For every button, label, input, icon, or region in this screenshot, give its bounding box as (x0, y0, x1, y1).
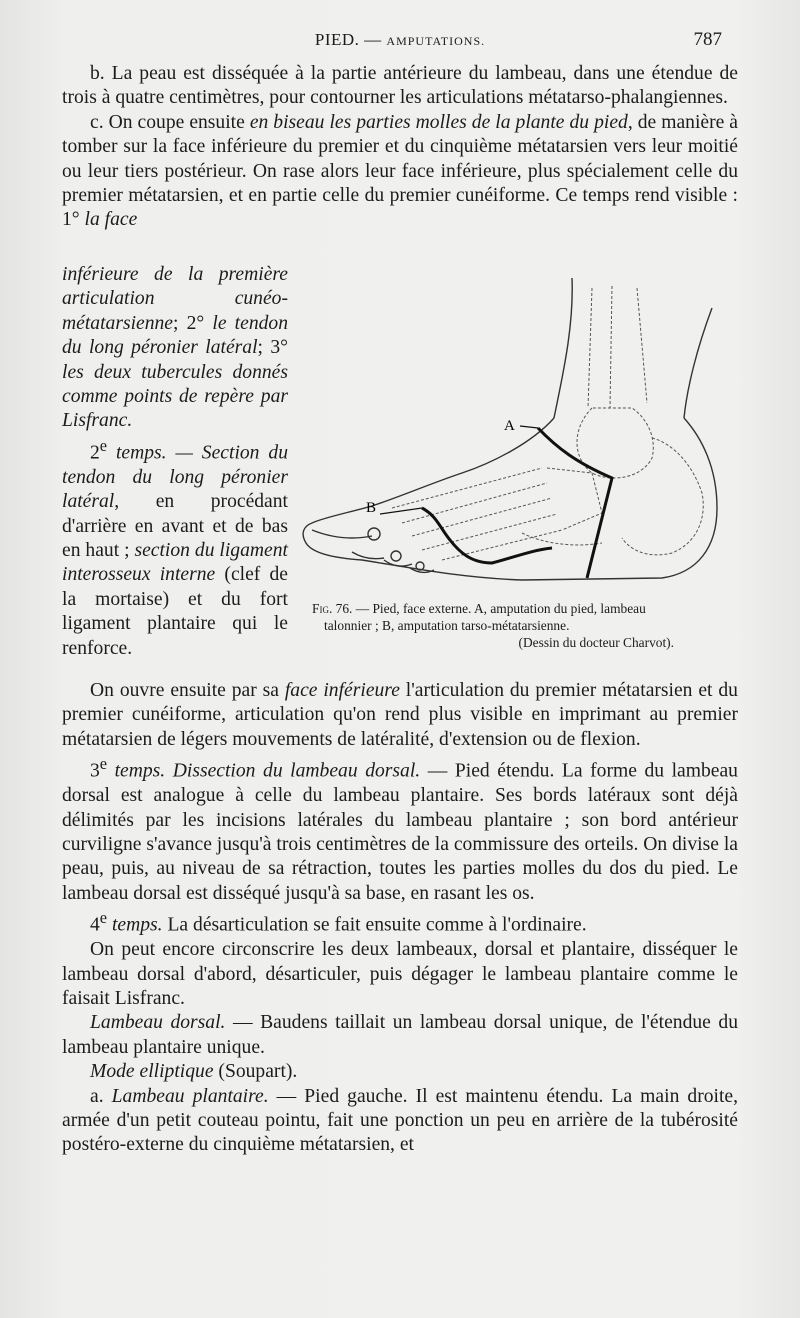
label-a: A (504, 418, 515, 434)
title-main: PIED. — (314, 30, 382, 49)
narrow-em-3: les deux tubercules donnés comme points de repère par Lisfranc. (62, 361, 288, 432)
b2-text: — Pied étendu. La forme du lambeau dorsal est analogue à celle du lambeau plantaire. Ses bords latéraux sont déjà délimités par les incisions latérales du lambeau plantaire ; son bord antérieur curviligne s'avance jusqu'à trois centimètres de la commissure des orteils. On divise la peau, puis, au niveau de sa rétraction, toutes les parties molles du dos du pied. Le lambeau dorsal est disséqué jusqu'à sa base, en rasant les os. (62, 760, 738, 904)
paragraph-c-rest: , de manière à tomber sur la face inférieure du premier et du cinquième métatarsien vers leur moitié ou leur tiers postérieur. On rase alors leur face inférieure, plus spécialement celle du premier métatarsien, et en partie celle du premier cunéiforme. Ce temps rend visible : 1° (62, 111, 739, 231)
bottom-paragraph-1 (62, 679, 738, 752)
narrow-text-1: ; 2° (173, 312, 213, 334)
running-title (60, 30, 740, 50)
b1-text-1: On ouvre ensuite par sa (90, 680, 285, 701)
b1-text-2: l'articulation du premier métatarsien et du premier cunéiforme, articulation qu'on rend plus visible en imprimant au premier métatarsien de légers mouvements de latéralité, d'extension ou de flexion. (62, 680, 738, 750)
caption-line-1 (300, 600, 730, 617)
narrow-text-3: , en procédant d'arrière en avant et de bas en haut ; (62, 491, 288, 561)
figure-caption (300, 600, 730, 651)
narrow-paragraph-1 (62, 263, 288, 434)
paragraph-c-text: c. On coupe ensuite (90, 111, 250, 133)
b3-text: La désarticulation se fait ensuite comme à l'ordinaire. (162, 914, 587, 936)
b3-sup: e (99, 908, 108, 928)
top-text-block (62, 62, 738, 233)
foot-illustration (292, 268, 742, 590)
paragraph-c-emphasis: en biseau les parties molles de la plante du pied (249, 111, 628, 133)
b1-em: face inférieure (284, 680, 400, 701)
page-number: 787 (693, 29, 722, 50)
bottom-paragraph-4: On peut encore circonscrire les deux lambeaux, dorsal et plantaire, disséquer le lambeau dorsal d'abord, désarticuler, puis dégager le lambeau plantaire comme le faisait Lisfranc. (62, 939, 738, 1009)
b2-sup: e (99, 754, 108, 774)
b6-em: Mode elliptique (90, 1061, 214, 1083)
b3-em: temps. (107, 914, 163, 936)
paragraph-b: b. La peau est disséquée à la partie antérieure du lambeau, dans une étendue de trois à quatre centimètres, pour contourner les articulations métatarso-phalangiennes. (62, 63, 738, 109)
b3-num: 4 (90, 914, 100, 936)
running-header (60, 30, 740, 54)
b5-em: Lambeau dorsal. (90, 1012, 226, 1034)
bottom-text-block (62, 679, 738, 1158)
narrow-em-4: temps. — Section du tendon du long péronier latéral (62, 442, 288, 513)
label-b: B (366, 500, 377, 516)
paragraph-c (62, 111, 738, 233)
narrow-column (62, 263, 288, 661)
narrow-em-5: section du ligament interosseux interne (62, 540, 288, 586)
b2-num: 3 (90, 760, 100, 782)
step-sup: e (99, 435, 108, 455)
narrow-em-1: inférieure de la première articulation cunéo-métatarsienne (62, 264, 288, 334)
bottom-paragraph-3 (62, 906, 738, 938)
bottom-paragraph-7 (62, 1085, 738, 1158)
caption-line-2: talonnier ; B, amputation tarso-métatarsienne. (324, 618, 570, 633)
caption-fig-number: Fig. 76. (312, 601, 353, 616)
paragraph-c-emphasis-2: la face (84, 209, 138, 231)
foot-figure (292, 268, 742, 590)
title-sub: AMPUTATIONS. (386, 34, 486, 48)
b5-text: — Baudens taillait un lambeau dorsal unique, de l'étendue du lambeau plantaire unique. (62, 1012, 738, 1058)
step-number: 2 (90, 442, 100, 464)
caption-text: — Pied, face externe. A, amputation du pied, lambeau (352, 601, 646, 616)
b7-text-2: — Pied gauche. Il est maintenu étendu. La main droite, armée d'un petit couteau pointu, fait une ponction un peu en arrière de la tubérosité postéro-externe du cinquième métatarsien, et (62, 1085, 739, 1156)
narrow-paragraph-2 (62, 434, 288, 661)
b2-em: temps. Dissection du lambeau dorsal. (107, 760, 421, 782)
b7-em: Lambeau plantaire. (111, 1085, 269, 1107)
narrow-text-2: ; 3° (257, 337, 288, 359)
narrow-em-2: le tendon du long péronier latéral (62, 312, 289, 359)
b7-text-1: a. (90, 1085, 112, 1107)
narrow-text-4: (clef de la mortaise) et du fort ligament plantaire qui le renforce. (62, 564, 288, 659)
bottom-paragraph-6 (62, 1060, 738, 1084)
b6-text: (Soupart). (213, 1061, 298, 1083)
caption-credit: (Dessin du docteur Charvot). (518, 635, 674, 650)
bottom-paragraph-5 (62, 1011, 738, 1060)
bottom-paragraph-2 (62, 752, 738, 906)
